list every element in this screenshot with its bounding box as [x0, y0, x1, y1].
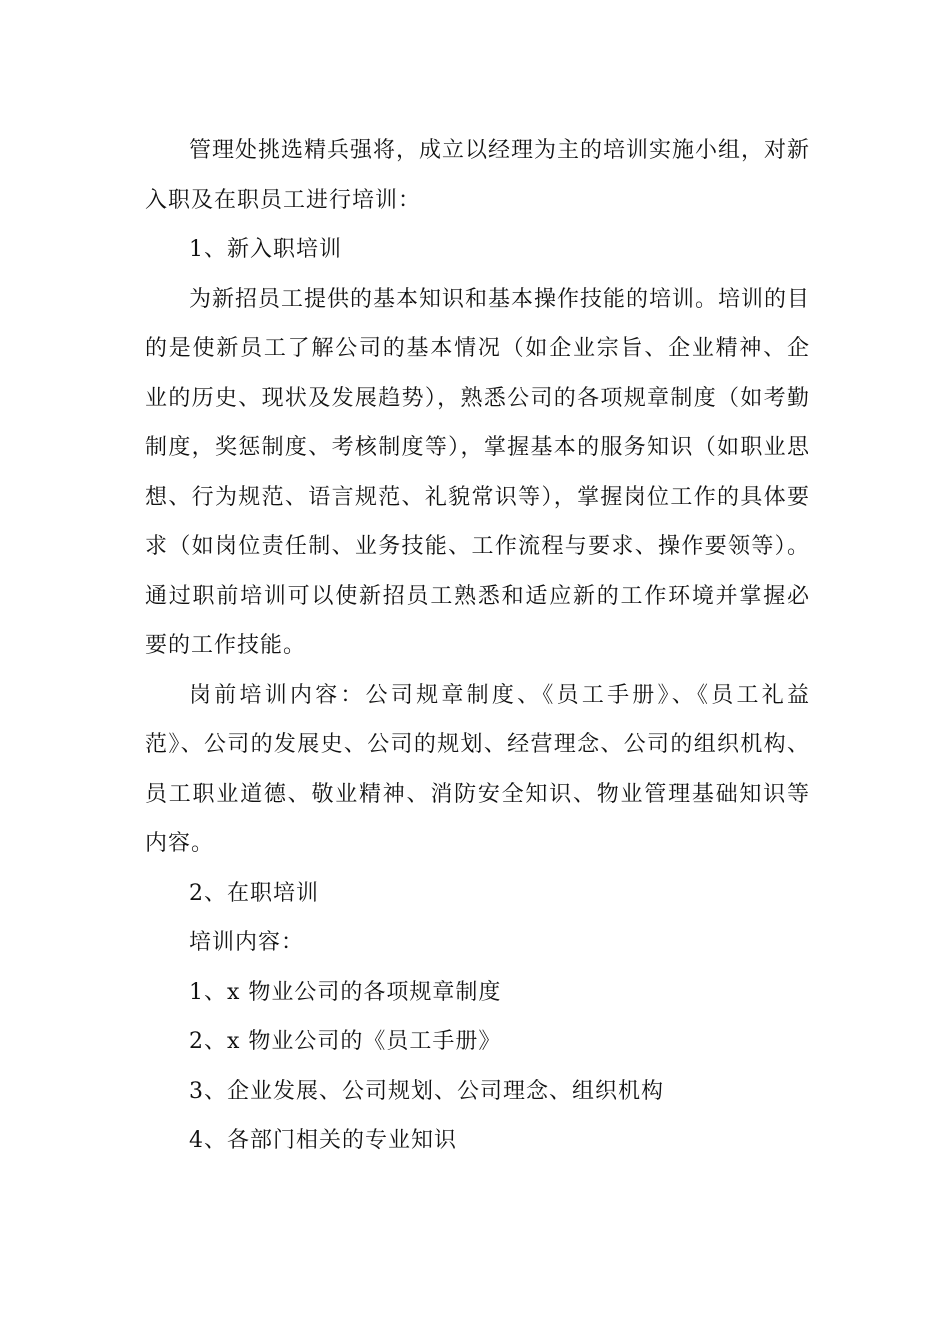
paragraph-intro: 管理处挑选精兵强将，成立以经理为主的培训实施小组，对新入职及在职员工进行培训：	[145, 138, 811, 213]
paragraph-pre-job-content: 岗前培训内容：公司规章制度、《员工手册》、《员工礼益范》、公司的发展史、公司的规划、经营理念、公司的组织机构、员工职业道德、敬业精神、消防安全知识、物业管理基础知识等内容。	[145, 682, 810, 856]
heading-new-hire-training: 1、新入职培训	[189, 237, 342, 262]
list-item-2: 2、x 物业公司的《员工手册》	[189, 1029, 502, 1054]
document-body	[145, 126, 810, 1166]
list-item-4: 4、各部门相关的专业知识	[189, 1128, 457, 1153]
list-item-1: 1、x 物业公司的各项规章制度	[189, 979, 502, 1005]
label-training-content: 培训内容：	[189, 930, 305, 955]
paragraph-new-hire-description: 为新招员工提供的基本知识和基本操作技能的培训。培训的目的是使新员工了解公司的基本情况（如企业宗旨、企业精神、企业的历史、现状及发展趋势），熟悉公司的各项规章制度（如考勤制度，奖惩制度、考核制度等），掌握基本的服务知识（如职业思想、行为规范、语言规范、礼貌常识等），掌握岗位工作的具体要求（如岗位责任制、业务技能、工作流程与要求、操作要领等）。通过职前培训可以使新招员工熟悉和适应新的工作环境并掌握必要的工作技能。	[145, 286, 811, 658]
list-item-3: 3、企业发展、公司规划、公司理念、组织机构	[189, 1078, 664, 1104]
heading-on-job-training: 2、在职培训	[189, 880, 319, 906]
